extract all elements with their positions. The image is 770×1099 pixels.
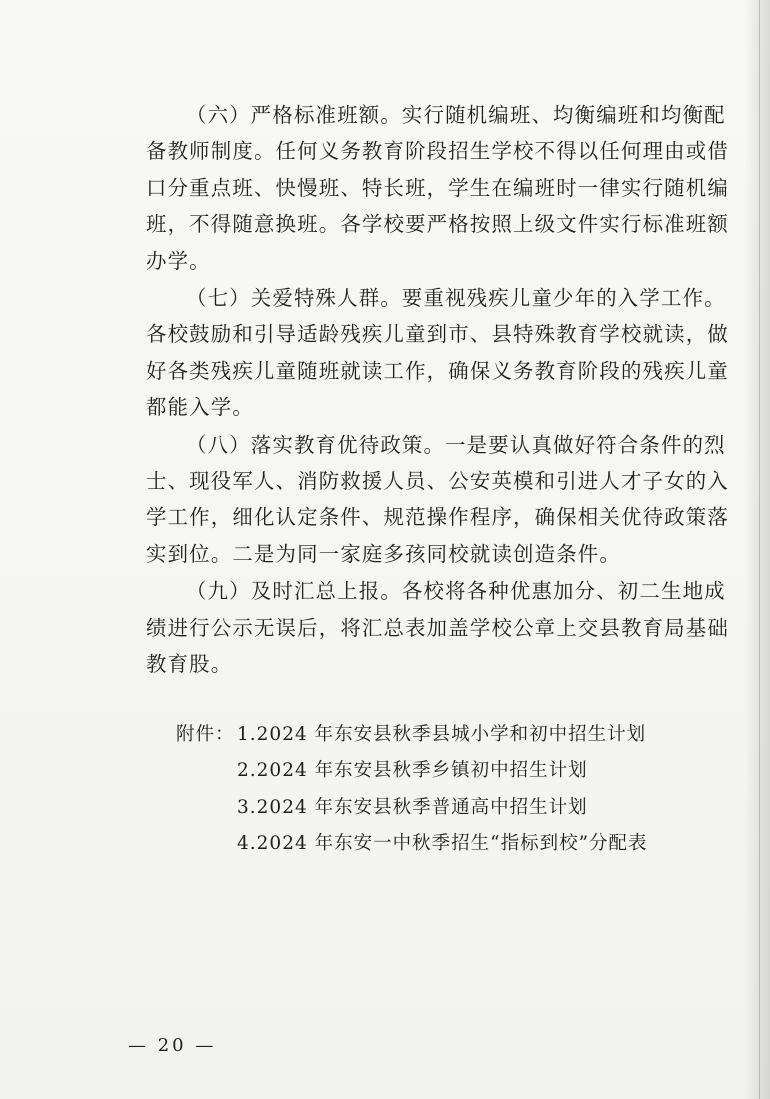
paragraph-line: （八）落实教育优待政策。一是要认真做好符合条件的烈 bbox=[186, 432, 726, 457]
attachment-item bbox=[176, 826, 706, 862]
page-number: — 20 — bbox=[128, 1035, 217, 1056]
attachment-item bbox=[176, 790, 706, 826]
paragraph-line: 备教师制度。任何义务教育阶段招生学校不得以任何理由或借 bbox=[146, 139, 729, 164]
paragraph-line: 班，不得随意换班。各学校要严格按照上级文件实行标准班额 bbox=[146, 212, 729, 237]
paragraph-line: （七）关爱特殊人群。要重视残疾儿童少年的入学工作。 bbox=[186, 286, 726, 311]
paragraph-line: 好各类残疾儿童随班就读工作，确保义务教育阶段的残疾儿童 bbox=[146, 358, 729, 383]
attachments-label: 附件： bbox=[176, 724, 235, 745]
attachment-title: 1.2024 年东安县秋季县城小学和初中招生计划 bbox=[237, 724, 647, 745]
paragraph-line: 教育股。 bbox=[146, 652, 233, 677]
paragraph-line: 绩进行公示无误后，将汇总表加盖学校公章上交县教育局基础 bbox=[146, 615, 729, 640]
paragraph-line: 都能入学。 bbox=[146, 395, 254, 420]
paragraph-line: 各校鼓励和引导适龄残疾儿童到市、县特殊教育学校就读，做 bbox=[146, 322, 729, 347]
attachment-item bbox=[176, 753, 706, 789]
paragraph-line: 办学。 bbox=[146, 248, 211, 273]
attachment-title: 2.2024 年东安县秋季乡镇初中招生计划 bbox=[237, 760, 588, 782]
paragraph-line: 实到位。二是为同一家庭多孩同校就读创造条件。 bbox=[146, 541, 621, 566]
paragraph-line: （九）及时汇总上报。各校将各种优惠加分、初二生地成 bbox=[186, 579, 726, 604]
body-text bbox=[146, 97, 729, 683]
paragraph-line: 学工作，细化认定条件、规范操作程序，确保相关优待政策落 bbox=[146, 505, 729, 530]
attachment-item bbox=[176, 717, 706, 753]
attachment-title: 4.2024 年东安一中秋季招生“指标到校”分配表 bbox=[237, 833, 648, 855]
attachment-title: 3.2024 年东安县秋季普通高中招生计划 bbox=[237, 796, 588, 818]
page-edge-shadow bbox=[744, 0, 770, 1099]
paragraph-line: （六）严格标准班额。实行随机编班、均衡编班和均衡配 bbox=[186, 103, 726, 127]
page-edge-line bbox=[759, 0, 760, 1099]
paragraph-7 bbox=[146, 280, 729, 426]
paragraph-6 bbox=[146, 97, 729, 279]
attachments-list bbox=[176, 717, 706, 863]
paragraph-9 bbox=[146, 573, 729, 682]
paragraph-8 bbox=[146, 427, 729, 573]
paragraph-line: 口分重点班、快慢班、特长班，学生在编班时一律实行随机编 bbox=[146, 175, 729, 200]
paragraph-line: 士、现役军人、消防救援人员、公安英模和引进人才子女的入 bbox=[146, 469, 729, 494]
